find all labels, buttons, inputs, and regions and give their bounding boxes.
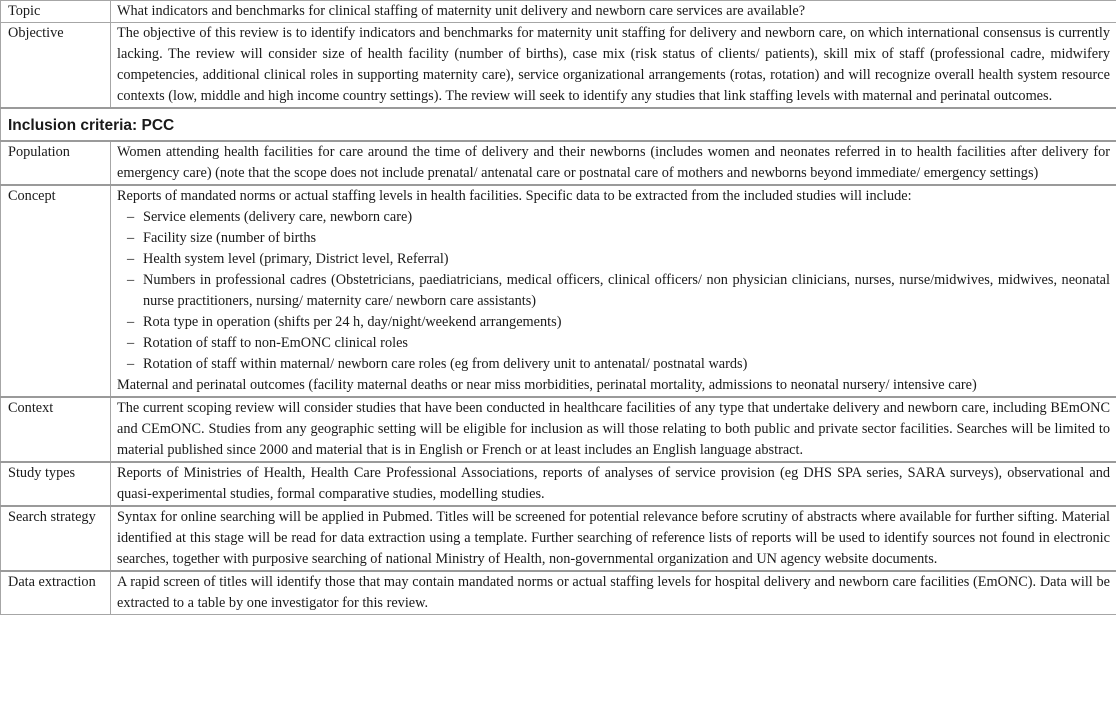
row-label-objective: Objective [1,23,111,109]
concept-bullet-list [117,207,1110,375]
concept-item-text: Rota type in operation (shifts per 24 h, day/night/weekend arrangements) [143,314,562,330]
concept-item-text: Facility size (number of births [143,230,317,246]
bullet-dash: – [127,272,135,288]
section-header-row [1,108,1116,141]
row-text-population: Women attending health facilities for care around the time of delivery and their newborns (includes women and neonates referred in to health facilities after delivery for emergency care) (note that the scope does not include prenatal/ antenatal care or postnatal care of mothers and newborns beyond immediate/ emergency settings) [111,141,1116,185]
row-text-objective: The objective of this review is to identify indicators and benchmarks for maternity unit staffing for delivery and newborn care, on which international consensus is currently lacking. The review will consider size of health facility (number of births), case mix (risk status of clients/ patients), skill mix of staff (professional cadre, midwifery competencies, additional clinical roles in supporting maternity care), service organizational arrangements (rotas, rotation) and will recognize overall health system resource contexts (low, middle and high income country settings). The review will seek to identify any studies that link staffing levels with maternal and perinatal outcomes. [111,23,1116,109]
row-label-topic: Topic [1,1,111,23]
table-row-population [1,141,1116,185]
concept-intro-text: Reports of mandated norms or actual staffing levels in health facilities. Specific data to be extracted from the included studies will include: [117,188,912,204]
table-row-data-extraction [1,571,1116,615]
section-heading-inclusion-criteria: Inclusion criteria: PCC [1,108,1116,141]
bullet-dash: – [127,230,135,246]
row-content-concept [111,185,1116,397]
concept-list-item [117,333,1110,354]
row-label-data-extraction: Data extraction [1,571,111,615]
table-row-context [1,397,1116,462]
concept-list-item [117,228,1110,249]
concept-item-text: Rotation of staff within maternal/ newborn care roles (eg from delivery unit to antenatal/ postnatal wards) [143,356,748,372]
row-text-data-extraction: A rapid screen of titles will identify those that may contain mandated norms or actual staffing levels for hospital delivery and newborn care facilities (EmONC). Data will be extracted to a table by one investigator for this review. [111,571,1116,615]
concept-item-text: Rotation of staff to non-EmONC clinical roles [143,335,408,351]
row-text-context: The current scoping review will consider studies that have been conducted in healthcare facilities of any type that undertake delivery and newborn care, including BEmONC and CEmONC. Studies from any geographic setting will be eligible for inclusion as will those relating to both public and private sector facilities. Searches will be limited to material published since 2000 and material that is in English or French or at least includes an English language abstract. [111,397,1116,462]
bullet-dash: – [127,209,135,225]
concept-outro-text: Maternal and perinatal outcomes (facility maternal deaths or near miss morbidities, perinatal mortality, admissions to neonatal nursery/ intensive care) [117,377,977,393]
table-row-topic [1,1,1116,23]
bullet-dash: – [127,251,135,267]
row-label-study-types: Study types [1,462,111,506]
row-text-search-strategy: Syntax for online searching will be applied in Pubmed. Titles will be screened for potential relevance before scrutiny of abstracts where available for further sifting. Material identified at this stage will be read for data extraction using a template. Further searching of reference lists of reports will be used to identify sources not found in electronic searches, together with purposive searching of national Ministry of Health, non-governmental organization and UN agency website documents. [111,506,1116,571]
row-label-search-strategy: Search strategy [1,506,111,571]
concept-list-item [117,354,1110,375]
table-row-objective [1,23,1116,109]
concept-item-text: Numbers in professional cadres (Obstetricians, paediatricians, medical officers, clinical officers/ non physician clinicians, nurses, nurse/midwives, midwives, neonatal nurse practitioners, nursing/ maternity care/ newborn care assistants) [143,272,1110,309]
concept-list-item [117,207,1110,228]
bullet-dash: – [127,335,135,351]
row-label-population: Population [1,141,111,185]
concept-item-text: Health system level (primary, District level, Referral) [143,251,449,267]
bullet-dash: – [127,314,135,330]
table-row-study-types [1,462,1116,506]
concept-list-item [117,312,1110,333]
table-row-concept [1,185,1116,397]
row-text-study-types: Reports of Ministries of Health, Health Care Professional Associations, reports of analyses of service provision (eg DHS SPA series, SARA surveys), observational and quasi-experimental studies, formal comparative studies, modelling studies. [111,462,1116,506]
table-row-search-strategy [1,506,1116,571]
row-label-concept: Concept [1,185,111,397]
row-label-context: Context [1,397,111,462]
concept-list-item [117,249,1110,270]
bullet-dash: – [127,356,135,372]
concept-item-text: Service elements (delivery care, newborn care) [143,209,413,225]
row-text-topic: What indicators and benchmarks for clinical staffing of maternity unit delivery and newborn care services are available? [111,1,1116,23]
concept-list-item [117,270,1110,312]
